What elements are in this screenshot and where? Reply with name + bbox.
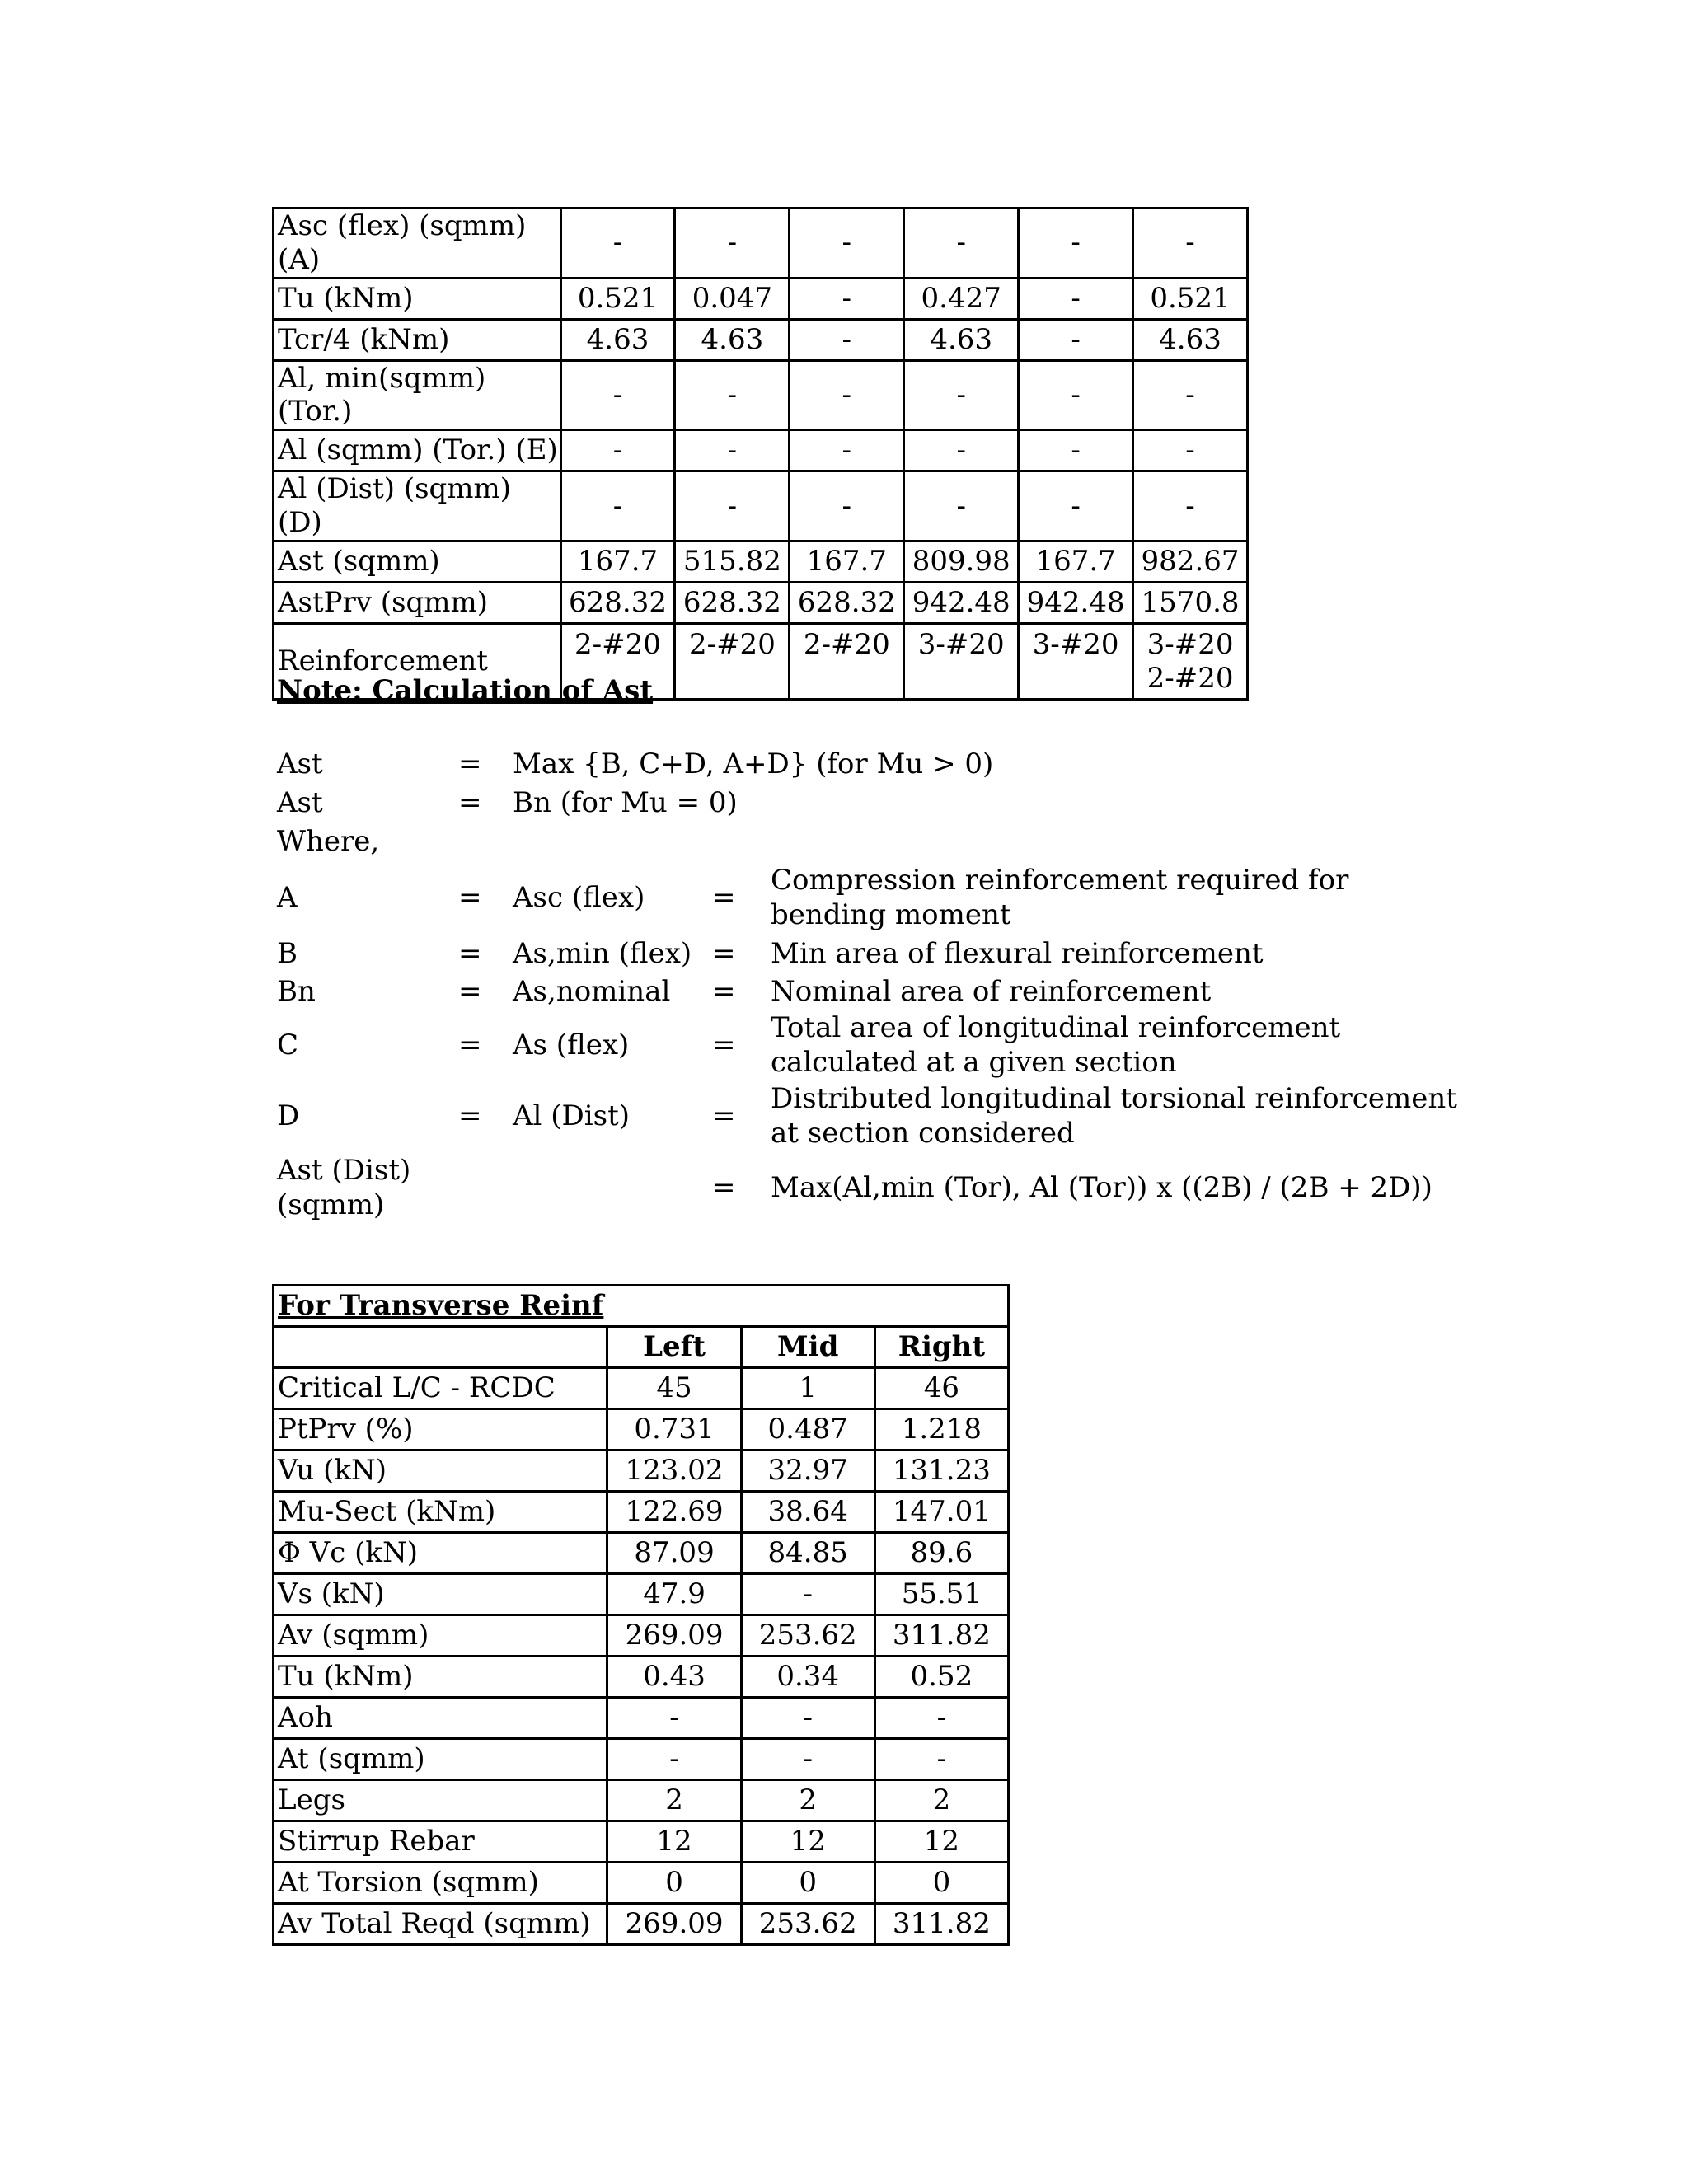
row-label: PtPrv (%) [274,1409,607,1451]
cell: 269.09 [607,1615,741,1657]
cell: 0.731 [607,1409,741,1451]
cell: 46 [874,1368,1008,1409]
cell: 0.521 [560,278,675,319]
cell-multiline [1133,623,1248,699]
equals-sign: = [458,786,482,819]
def-symbol: C [277,1029,299,1062]
row-label: Tcr/4 (kNm) [274,319,561,360]
def-symbol: D [277,1099,300,1132]
cell: - [874,1739,1008,1780]
cell: 89.6 [874,1533,1008,1574]
row-label: Critical L/C - RCDC [274,1368,607,1409]
cell: - [607,1698,741,1739]
cell: 167.7 [560,541,675,582]
row-label: Av (sqmm) [274,1615,607,1657]
cell: 0.52 [874,1657,1008,1698]
table-row [274,1492,1009,1533]
cell: 12 [874,1821,1008,1863]
def-symbol: A [277,881,298,914]
equals-sign: = [458,1099,482,1132]
row-label: Vu (kN) [274,1451,607,1492]
cell: 942.48 [1019,582,1133,623]
cell: 4.63 [560,319,675,360]
where-label: Where, [277,825,380,858]
row-label: At Torsion (sqmm) [274,1863,607,1904]
cell: 0 [607,1863,741,1904]
cell: - [741,1574,874,1615]
row-label: Av Total Reqd (sqmm) [274,1904,607,1945]
cell: - [790,471,904,541]
cell: - [1019,319,1133,360]
column-header-left: Left [607,1327,741,1368]
formula-rhs: Max {B, C+D, A+D} (for Mu > 0) [513,748,994,780]
cell: 1 [741,1368,874,1409]
cell: 2-#20 [560,623,675,699]
table-row [274,1780,1009,1821]
def-desc: Distributed longitudinal torsional reinforcement [771,1082,1457,1115]
def-desc: bending moment [771,898,1011,931]
cell: 47.9 [607,1574,741,1615]
header-blank [274,1327,607,1368]
cell: 253.62 [741,1904,874,1945]
cell: 311.82 [874,1904,1008,1945]
column-header-right: Right [874,1327,1008,1368]
row-label: Tu (kNm) [274,1657,607,1698]
table-row [274,278,1248,319]
cell: 515.82 [675,541,790,582]
cell: 809.98 [904,541,1019,582]
def-symbol: Bn [277,975,316,1008]
table-row [274,1368,1009,1409]
def-symbol: (sqmm) [277,1188,385,1221]
def-term: As,min (flex) [513,937,692,970]
cell: 0.047 [675,278,790,319]
cell: - [1019,278,1133,319]
cell: - [1133,360,1248,430]
def-desc: Min area of flexural reinforcement [771,937,1264,970]
table-row [274,582,1248,623]
cell: 3-#20 [904,623,1019,699]
longitudinal-reinforcement-table [272,207,1249,701]
table-row [274,1615,1009,1657]
cell: 1570.8 [1133,582,1248,623]
cell: 87.09 [607,1533,741,1574]
cell: - [560,209,675,279]
cell: 12 [741,1821,874,1863]
cell: 131.23 [874,1451,1008,1492]
def-symbol: B [277,937,298,970]
table-row [274,1574,1009,1615]
cell: 123.02 [607,1451,741,1492]
equals-sign: = [458,975,482,1008]
cell: 253.62 [741,1615,874,1657]
cell: 2 [741,1780,874,1821]
row-label: Al (sqmm) (Tor.) (E) [274,430,561,471]
equals-sign: = [458,748,482,780]
cell: - [741,1698,874,1739]
def-desc: Compression reinforcement required for [771,864,1349,897]
row-label: Ast (sqmm) [274,541,561,582]
row-label: Tu (kNm) [274,278,561,319]
equals-sign: = [712,1171,736,1204]
cell: 982.67 [1133,541,1248,582]
table-row [274,1451,1009,1492]
row-label: Al (Dist) (sqmm) (D) [274,471,561,541]
formula-lhs: Ast [277,748,323,780]
cell: 4.63 [904,319,1019,360]
formula-lhs: Ast [277,786,323,819]
row-label: Φ Vc (kN) [274,1533,607,1574]
cell: 311.82 [874,1615,1008,1657]
def-desc: Nominal area of reinforcement [771,975,1212,1008]
transverse-reinforcement-table [272,1284,1010,1946]
table-row [274,1698,1009,1739]
cell: 167.7 [1019,541,1133,582]
row-label: Legs [274,1780,607,1821]
equals-sign: = [458,937,482,970]
cell: - [1133,209,1248,279]
cell: 2 [874,1780,1008,1821]
cell: - [1133,430,1248,471]
cell: - [904,209,1019,279]
def-term: As (flex) [513,1029,630,1062]
cell: 628.32 [560,582,675,623]
cell: 4.63 [1133,319,1248,360]
table-header-row [274,1327,1009,1368]
cell: 0.521 [1133,278,1248,319]
cell: 3-#20 [1019,623,1133,699]
row-label: AstPrv (sqmm) [274,582,561,623]
cell: - [1019,360,1133,430]
cell: 0 [741,1863,874,1904]
cell: 2 [607,1780,741,1821]
cell: - [675,430,790,471]
cell: - [790,319,904,360]
cell: 167.7 [790,541,904,582]
cell: - [790,209,904,279]
table-title: For Transverse Reinf [274,1286,1009,1327]
table-row [274,471,1248,541]
def-symbol: Ast (Dist) [277,1154,411,1187]
equals-sign: = [712,937,736,970]
table-row [274,1904,1009,1945]
cell-line: 2-#20 [1146,661,1234,695]
cell: - [675,209,790,279]
table-row [274,1739,1009,1780]
cell: - [874,1698,1008,1739]
table-row [274,319,1248,360]
row-label: Al, min(sqmm)(Tor.) [274,360,561,430]
cell: - [1019,471,1133,541]
cell: 32.97 [741,1451,874,1492]
table-row [274,360,1248,430]
cell: 0 [874,1863,1008,1904]
cell: 55.51 [874,1574,1008,1615]
def-desc: calculated at a given section [771,1046,1177,1079]
equals-sign: = [712,975,736,1008]
cell: 0.43 [607,1657,741,1698]
cell: - [904,430,1019,471]
row-label: Mu-Sect (kNm) [274,1492,607,1533]
cell: 942.48 [904,582,1019,623]
def-term: As,nominal [513,975,671,1008]
cell: 38.64 [741,1492,874,1533]
table-row [274,1409,1009,1451]
cell: - [904,360,1019,430]
row-label: At (sqmm) [274,1739,607,1780]
row-label: Vs (kN) [274,1574,607,1615]
def-desc: Max(Al,min (Tor), Al (Tor)) x ((2B) / (2B + 2D)) [771,1171,1432,1204]
table-row [274,1863,1009,1904]
cell: 45 [607,1368,741,1409]
table-row [274,430,1248,471]
cell: - [675,360,790,430]
cell: - [560,430,675,471]
cell: 2-#20 [790,623,904,699]
cell: - [790,360,904,430]
row-label: Asc (flex) (sqmm) (A) [274,209,561,279]
cell: 122.69 [607,1492,741,1533]
row-label: Reinforcement [274,623,561,699]
cell: - [607,1739,741,1780]
table-row [274,1533,1009,1574]
table-row [274,1821,1009,1863]
table-title-row [274,1286,1009,1327]
def-desc: at section considered [771,1117,1075,1150]
table-row [274,1657,1009,1698]
cell: 0.427 [904,278,1019,319]
cell: 1.218 [874,1409,1008,1451]
row-label: Stirrup Rebar [274,1821,607,1863]
cell: 147.01 [874,1492,1008,1533]
cell: 628.32 [790,582,904,623]
equals-sign: = [712,881,736,914]
note-title: Note: Calculation of Ast [277,674,654,707]
table-row [274,209,1248,279]
cell: 628.32 [675,582,790,623]
cell: - [1019,209,1133,279]
def-term: Asc (flex) [513,881,645,914]
equals-sign: = [712,1029,736,1062]
def-desc: Total area of longitudinal reinforcement [771,1011,1341,1044]
cell: - [790,278,904,319]
cell: 269.09 [607,1904,741,1945]
cell: 84.85 [741,1533,874,1574]
cell: - [560,471,675,541]
def-term: Al (Dist) [513,1099,631,1132]
column-header-mid: Mid [741,1327,874,1368]
cell: - [1019,430,1133,471]
equals-sign: = [458,1029,482,1062]
cell: - [560,360,675,430]
cell: - [1133,471,1248,541]
cell: - [904,471,1019,541]
equals-sign: = [712,1099,736,1132]
cell-line: 3-#20 [1146,627,1234,661]
cell: - [675,471,790,541]
formula-rhs: Bn (for Mu = 0) [513,786,738,819]
cell: 0.34 [741,1657,874,1698]
cell: 2-#20 [675,623,790,699]
cell: 0.487 [741,1409,874,1451]
cell: - [741,1739,874,1780]
cell: 12 [607,1821,741,1863]
cell: 4.63 [675,319,790,360]
table-row [274,541,1248,582]
cell: - [790,430,904,471]
row-label: Aoh [274,1698,607,1739]
equals-sign: = [458,881,482,914]
